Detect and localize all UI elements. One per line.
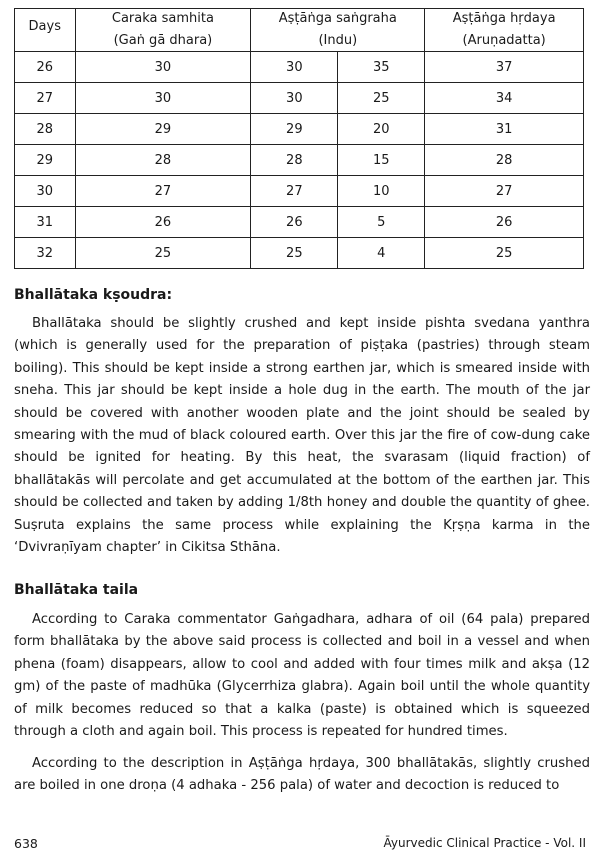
cell-sangraha-b: 20 bbox=[338, 114, 425, 145]
cell-hrdaya: 25 bbox=[425, 238, 584, 269]
header-astanga-hrdaya: Aṣṭāṅga hṛdaya (Aruṇadatta) bbox=[425, 9, 584, 52]
header-astanga-sangraha: Aṣṭāṅga saṅgraha (Indu) bbox=[251, 9, 425, 52]
cell-sangraha-a: 30 bbox=[251, 83, 338, 114]
table-row bbox=[15, 238, 584, 269]
table-row bbox=[15, 176, 584, 207]
cell-caraka: 30 bbox=[75, 52, 251, 83]
cell-sangraha-a: 27 bbox=[251, 176, 338, 207]
cell-sangraha-a: 28 bbox=[251, 145, 338, 176]
table-row bbox=[15, 114, 584, 145]
cell-day: 29 bbox=[15, 145, 76, 176]
cell-sangraha-b: 15 bbox=[338, 145, 425, 176]
cell-caraka: 25 bbox=[75, 238, 251, 269]
header-days: Days bbox=[15, 9, 76, 52]
cell-day: 31 bbox=[15, 207, 76, 238]
cell-hrdaya: 28 bbox=[425, 145, 584, 176]
cell-sangraha-a: 26 bbox=[251, 207, 338, 238]
cell-hrdaya: 34 bbox=[425, 83, 584, 114]
cell-day: 30 bbox=[15, 176, 76, 207]
cell-day: 28 bbox=[15, 114, 76, 145]
cell-hrdaya: 27 bbox=[425, 176, 584, 207]
cell-caraka: 26 bbox=[75, 207, 251, 238]
table-row bbox=[15, 83, 584, 114]
cell-caraka: 30 bbox=[75, 83, 251, 114]
page-number: 638 bbox=[14, 836, 38, 851]
table-row bbox=[15, 207, 584, 238]
table-header-row bbox=[15, 9, 584, 52]
section-heading-bhallataka-ksoudra: Bhallātaka kṣoudra: bbox=[14, 287, 173, 303]
cell-day: 27 bbox=[15, 83, 76, 114]
cell-day: 26 bbox=[15, 52, 76, 83]
cell-caraka: 29 bbox=[75, 114, 251, 145]
cell-caraka: 27 bbox=[75, 176, 251, 207]
cell-sangraha-b: 35 bbox=[338, 52, 425, 83]
cell-sangraha-b: 4 bbox=[338, 238, 425, 269]
cell-sangraha-b: 25 bbox=[338, 83, 425, 114]
paragraph-taila-2: According to the description in Aṣṭāṅga hṛdaya, 300 bhallātakās, slightly crushed are boiled in one droṇa (4 adhaka - 256 pala) of water and decoction is reduced to bbox=[14, 756, 590, 794]
cell-hrdaya: 26 bbox=[425, 207, 584, 238]
paragraph-ksoudra: Bhallātaka should be slightly crushed and kept inside pishta svedana yanthra (which is generally used for the preparation of piṣṭaka (pastries) through steam boiling). This should be kept inside a strong earthen jar, which is smeared inside with sneha. This jar should be kept inside a hole dug in the earth. The mouth of the jar should be covered with another wooden plate and the joint should be sealed by smearing with the mud of black coloured earth. Over this jar the fire of cow-dung cake should be ignited for heating. By this heat, the svarasam (liquid fraction) of bhallātakās will percolate and get accumulated at the bottom of the earthen jar. This should be collected and taken by adding 1/8th honey and double the quantity of ghee. Suṣruta explains the same process while explaining the Kṛṣṇa karma in the ‘Dvivraṇīyam chapter’ in Cikitsa Sthāna. bbox=[14, 316, 590, 556]
header-caraka: Caraka samhita (Gaṅ gā dhara) bbox=[75, 9, 251, 52]
table-row bbox=[15, 52, 584, 83]
section-heading-bhallataka-taila: Bhallātaka taila bbox=[14, 582, 139, 598]
running-footer-title: Āyurvedic Clinical Practice - Vol. II bbox=[383, 836, 586, 850]
cell-sangraha-a: 29 bbox=[251, 114, 338, 145]
cell-hrdaya: 31 bbox=[425, 114, 584, 145]
cell-caraka: 28 bbox=[75, 145, 251, 176]
table-row bbox=[15, 145, 584, 176]
cell-sangraha-a: 30 bbox=[251, 52, 338, 83]
cell-hrdaya: 37 bbox=[425, 52, 584, 83]
dosage-table bbox=[14, 8, 584, 269]
cell-sangraha-b: 10 bbox=[338, 176, 425, 207]
cell-day: 32 bbox=[15, 238, 76, 269]
cell-sangraha-a: 25 bbox=[251, 238, 338, 269]
paragraph-taila-1: According to Caraka commentator Gaṅgadhara, adhara of oil (64 pala) prepared form bhallātaka by the above said process is collected and boil in a vessel and when phena (foam) disappears, allow to cool and added with four times milk and akṣa (12 gm) of the paste of madhūka (Glycerrhiza glabra). Again boil until the whole quantity of milk becomes reduced so that a kalka (paste) is obtained which is squeezed through a cloth and again boil. This process is repeated for hundred times. bbox=[14, 612, 590, 740]
cell-sangraha-b: 5 bbox=[338, 207, 425, 238]
